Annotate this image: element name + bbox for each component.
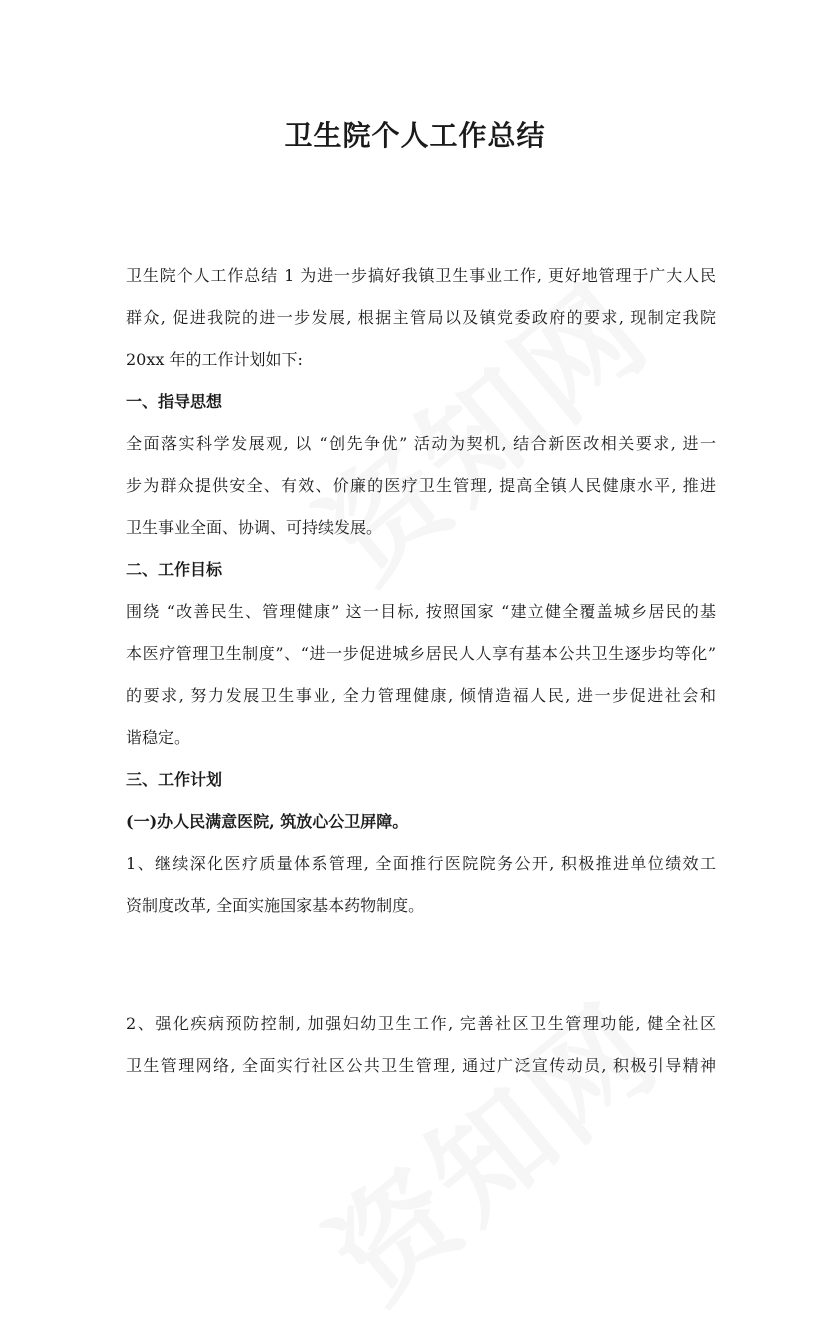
text-line: 卫生院个人工作总结 1 为进一步搞好我镇卫生事业工作, 更好地管理于广大人民: [126, 266, 716, 285]
text-line: 全面落实科学发展观, 以 “创先争优” 活动为契机, 结合新医改相关要求, 进一: [126, 434, 716, 453]
text-line: 本医疗管理卫生制度”、“进一步促进城乡居民人人享有基本公共卫生逐步均等化”: [126, 644, 716, 663]
text-line: 卫生管理网络, 全面实行社区公共卫生管理, 通过广泛宣传动员, 积极引导精神: [126, 1056, 716, 1075]
text-line: 2、强化疾病预防控制, 加强妇幼卫生工作, 完善社区卫生管理功能, 健全社区: [126, 1014, 716, 1033]
document-title: 卫生院个人工作总结: [284, 119, 546, 152]
text-line: 20xx 年的工作计划如下:: [126, 350, 303, 369]
text-line: 卫生事业全面、协调、可持续发展。: [126, 518, 383, 537]
text-line: 围绕 “改善民生、管理健康” 这一目标, 按照国家 “建立健全覆盖城乡居民的基: [126, 602, 716, 621]
text-line: 1、继续深化医疗质量体系管理, 全面推行医院院务公开, 积极推进单位绩效工: [126, 854, 716, 873]
text-line: 资制度改革, 全面实施国家基本药物制度。: [126, 896, 425, 915]
text-line: 谐稳定。: [126, 728, 191, 747]
section-heading: (一)办人民满意医院, 筑放心公卫屏障。: [126, 812, 409, 831]
section-heading: 一、指导思想: [126, 392, 223, 411]
text-line: 群众, 促进我院的进一步发展, 根据主管局以及镇党委政府的要求, 现制定我院: [126, 308, 716, 327]
text-line: 步为群众提供安全、有效、价廉的医疗卫生管理, 提高全镇人民健康水平, 推进: [126, 476, 716, 495]
document-body: [126, 255, 716, 1087]
section-heading: 三、工作计划: [126, 770, 223, 789]
section-heading: 二、工作目标: [126, 560, 223, 579]
paragraph-gap: [126, 943, 716, 987]
text-line: 的要求, 努力发展卫生事业, 全力管理健康, 倾情造福人民, 进一步促进社会和: [126, 686, 716, 705]
